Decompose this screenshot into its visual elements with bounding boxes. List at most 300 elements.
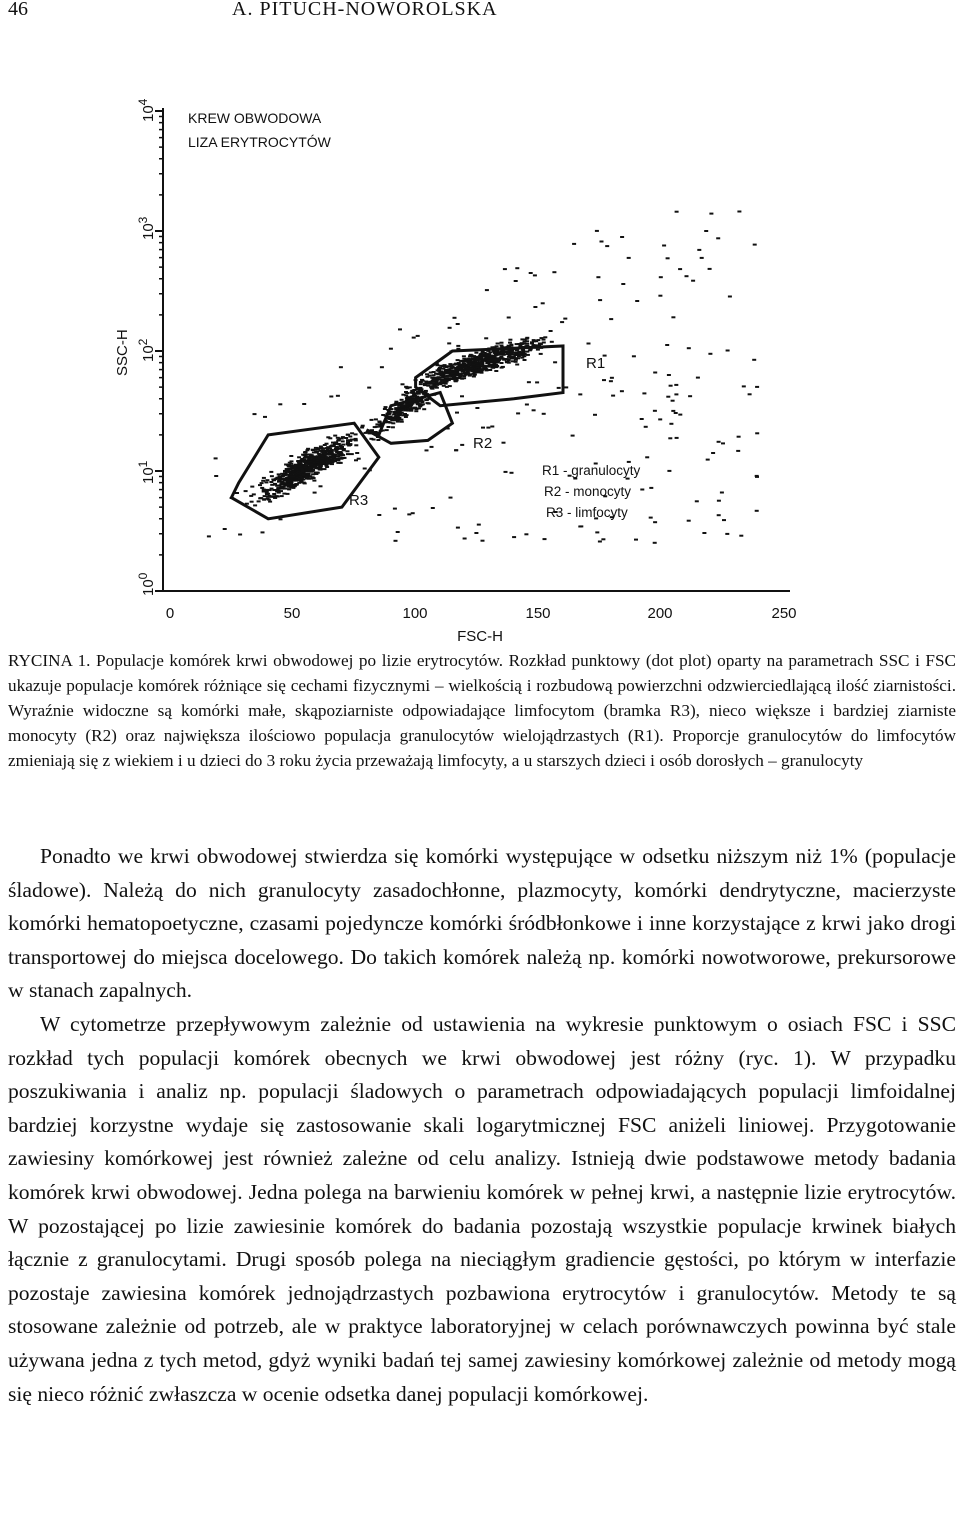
data-point [552, 271, 556, 273]
data-point [448, 378, 452, 380]
data-point [422, 408, 426, 410]
data-point [450, 367, 454, 369]
data-point [417, 393, 421, 395]
data-point [328, 437, 332, 439]
data-point [316, 459, 320, 461]
data-point [666, 257, 670, 259]
data-point [340, 438, 344, 440]
svg-text:100: $10^0$ [136, 572, 157, 596]
data-point [340, 457, 344, 459]
data-point [688, 395, 692, 397]
data-point [302, 474, 306, 476]
data-point [291, 487, 295, 489]
data-point [500, 352, 504, 354]
data-point [717, 514, 721, 516]
data-point [244, 490, 248, 492]
data-point [550, 341, 554, 343]
data-point [336, 395, 340, 397]
svg-text:103: $10^3$ [136, 216, 157, 240]
data-point [417, 407, 421, 409]
data-point [350, 453, 354, 455]
data-point [337, 462, 341, 464]
data-point [532, 340, 536, 342]
data-point [424, 390, 428, 392]
data-point [302, 403, 306, 405]
data-point [214, 475, 218, 477]
data-point [268, 501, 272, 503]
data-point [610, 377, 614, 379]
data-point [502, 442, 506, 444]
data-point [304, 451, 308, 453]
data-point [666, 396, 670, 398]
data-point [621, 283, 625, 285]
data-point [687, 347, 691, 349]
data-point [309, 461, 313, 463]
data-point [481, 540, 485, 542]
data-point [640, 489, 644, 491]
data-point [279, 486, 283, 488]
data-point [725, 533, 729, 535]
data-point [475, 371, 479, 373]
data-point [405, 387, 409, 389]
data-point [505, 361, 509, 363]
gate-label-r2: R2 [473, 435, 493, 452]
data-point [321, 463, 325, 465]
data-point [486, 362, 490, 364]
data-point [318, 468, 322, 470]
data-point [721, 442, 725, 444]
data-point [411, 512, 415, 514]
data-point [466, 372, 470, 374]
data-point [674, 412, 678, 414]
legend-r3: R3 - limfocyty [546, 505, 628, 520]
data-point [755, 510, 759, 512]
svg-text:104: $10^4$ [136, 98, 157, 122]
data-point [755, 432, 759, 434]
data-point [372, 439, 376, 441]
page-number: 46 [8, 0, 28, 20]
data-point [308, 471, 312, 473]
data-point [708, 353, 712, 355]
data-point [571, 435, 575, 437]
data-point [346, 439, 350, 441]
data-point [515, 364, 519, 366]
data-point [339, 366, 343, 368]
data-point [263, 495, 267, 497]
data-point [448, 385, 452, 387]
data-point [511, 352, 515, 354]
data-point [737, 211, 741, 213]
data-point [470, 367, 474, 369]
data-point [516, 412, 520, 414]
data-point [313, 492, 317, 494]
data-point [678, 268, 682, 270]
data-point [494, 364, 498, 366]
data-point [455, 368, 459, 370]
data-point [728, 296, 732, 298]
data-point [460, 395, 464, 397]
data-point [265, 479, 269, 481]
data-point [253, 413, 257, 415]
data-point [363, 468, 367, 470]
data-point [456, 527, 460, 529]
data-point [560, 321, 564, 323]
data-point [355, 452, 359, 454]
data-point [308, 467, 312, 469]
data-point [512, 354, 516, 356]
data-point [376, 439, 380, 441]
data-point [299, 466, 303, 468]
data-point [463, 538, 467, 540]
data-point [319, 485, 323, 487]
data-point [324, 456, 328, 458]
data-point [391, 422, 395, 424]
x-tick-label-5: 250 [771, 605, 797, 622]
data-point [330, 463, 334, 465]
data-point [401, 408, 405, 410]
data-point [512, 356, 516, 358]
data-point [557, 387, 561, 389]
caption-label: RYCINA 1. [8, 651, 91, 670]
data-point [704, 230, 708, 232]
data-point [367, 387, 371, 389]
data-point [396, 531, 400, 533]
data-point [286, 493, 290, 495]
data-point [394, 415, 398, 417]
page-header [0, 0, 960, 26]
data-point [312, 480, 316, 482]
data-point [258, 497, 262, 499]
data-point [287, 484, 291, 486]
data-point [481, 427, 485, 429]
svg-text:101: $10^1$ [136, 460, 157, 484]
data-point [600, 241, 604, 243]
data-point [325, 450, 329, 452]
data-point [674, 384, 678, 386]
data-point [329, 396, 333, 398]
data-point [462, 363, 466, 365]
data-point [702, 532, 706, 534]
data-point [419, 383, 423, 385]
data-point [443, 375, 447, 377]
data-point [414, 410, 418, 412]
data-point [539, 353, 543, 355]
data-point [543, 538, 547, 540]
data-point [260, 482, 264, 484]
data-point [456, 323, 460, 325]
data-point [257, 500, 261, 502]
data-point [642, 392, 646, 394]
data-point [416, 335, 420, 337]
data-point [523, 341, 527, 343]
data-point [523, 359, 527, 361]
data-point [411, 390, 415, 392]
data-point [370, 419, 374, 421]
data-point [508, 342, 512, 344]
data-point [717, 500, 721, 502]
data-point [262, 477, 266, 479]
data-point [706, 459, 710, 461]
data-point [304, 467, 308, 469]
x-tick-label-2: 100 [402, 605, 428, 622]
data-point [400, 399, 404, 401]
data-point [279, 490, 283, 492]
data-point [310, 456, 314, 458]
data-point [282, 473, 286, 475]
data-point [426, 385, 430, 387]
data-point [488, 369, 492, 371]
data-point [454, 449, 458, 451]
data-point [476, 360, 480, 362]
data-point [453, 374, 457, 376]
data-point [596, 276, 600, 278]
data-point [658, 295, 662, 297]
data-point [504, 471, 508, 473]
data-point [481, 351, 485, 353]
data-point [462, 355, 466, 357]
data-point [445, 366, 449, 368]
gate-label-r1: R1 [586, 355, 606, 372]
body-text [8, 840, 956, 1411]
data-point [653, 521, 657, 523]
y-tick-label-2 [136, 338, 157, 362]
data-point [344, 437, 348, 439]
data-point [543, 336, 547, 338]
data-point [564, 386, 568, 388]
gate-r2 [367, 393, 453, 444]
data-point [533, 274, 537, 276]
data-point [435, 384, 439, 386]
data-point [477, 369, 481, 371]
data-point [331, 455, 335, 457]
data-point [320, 457, 324, 459]
data-point [398, 328, 402, 330]
data-point [250, 486, 254, 488]
data-point [653, 372, 657, 374]
data-point [423, 383, 427, 385]
data-point [307, 458, 311, 460]
data-point [408, 402, 412, 404]
data-point [665, 344, 669, 346]
data-point [494, 370, 498, 372]
data-point [346, 434, 350, 436]
data-point [448, 327, 452, 329]
body-paragraph-2: W cytometrze przepływowym zależnie od ustawienia na wykresie punktowym o osiach FSC i SSC rozkład tych populacji komórek obecnych we krwi obwodowej jest różny (ryc. 1). W przypadku poszukiwania i analiz np. populacji śladowych o parametrach odpowiadających populacji limfoidalnej bardziej korzystne wydaje się zastosowanie skali logarytmicznej FSC aniżeli liniowej. Przygotowanie zawiesiny komórkowej jest również zależne od celu analizy. Istnieją dwie podstawowe metody badania komórek krwi obwodowej. Jedna polega na barwieniu komórek w pełnej krwi, a następnie lizie erytrocytów. W pozostającej po lizie zawiesinie komórek do badania pozostają wszystkie populacje krwinek białych łącznie z granulocytami. Drugi sposób polega na nieciągłym gradiencie gęstości, po którym w interfazie pozostaje zawiesina komórek jednojądrzastych pozbawiona erytrocytów i granulocytów. Metody te są stosowane zależnie od potrzeb, ale w praktyce laboratoryjnej w celach porównawczych powinna być stale używana jedna z tych metod, gdyż wyniki badań tej samej zawiesiny komórkowej zależnie od metody mogą się nieco różnić zwłaszcza w ocenie odsetka danej populacji komórkowej. [8, 1011, 956, 1406]
data-point [373, 426, 377, 428]
data-point [333, 435, 337, 437]
data-point [306, 448, 310, 450]
data-point [524, 533, 528, 535]
data-point [669, 385, 673, 387]
data-point [462, 375, 466, 377]
data-point [419, 381, 423, 383]
data-point [283, 470, 287, 472]
data-point [238, 534, 242, 536]
data-point [525, 338, 529, 340]
data-point [510, 472, 514, 474]
data-point [460, 366, 464, 368]
data-point [400, 405, 404, 407]
data-point [389, 348, 393, 350]
x-axis-label: FSC-H [457, 628, 503, 645]
data-point [420, 379, 424, 381]
data-point [494, 360, 498, 362]
data-point [280, 495, 284, 497]
data-point [293, 466, 297, 468]
data-point [374, 418, 378, 420]
data-point [346, 453, 350, 455]
data-point [460, 444, 464, 446]
data-point [490, 426, 494, 428]
data-point [649, 487, 653, 489]
svg-text:SSC-H: SSC-H [114, 329, 131, 376]
data-point [453, 378, 457, 380]
data-point [360, 427, 364, 429]
caption-text: Populacje komórek krwi obwodowej po lizie erytrocytów. Rozkład punktowy (dot plot) oparty na parametrach SSC i FSC ukazuje populacje komórek różniące się cechami fizycznymi – wielkością i rozbudową powierzchni odzwierciedlającą ilość ziarnistości. Wyraźnie widoczne są komórki małe, skąpoziarniste odpowiadające limfocytom (bramka R3), nieco większe i bardziej ziarniste monocyty (R2) oraz największa ilościowo populacja granulocytów wielojądrzastych (R1). Proporcje granulocytów do limfocytów zmieniają się z wiekiem i u dzieci do 3 roku życia przeważają limfocyty, a u starszych dzieci i osób dorosłych – granulocyty [8, 651, 957, 770]
data-point [709, 213, 713, 215]
data-point [279, 518, 283, 520]
data-point [716, 237, 720, 239]
data-point [336, 446, 340, 448]
data-point [453, 317, 457, 319]
data-point [311, 473, 315, 475]
running-head: A. PITUCH-NOWOROLSKA [232, 0, 498, 20]
data-point [671, 400, 675, 402]
data-point [627, 257, 631, 259]
data-point [481, 360, 485, 362]
data-point [671, 316, 675, 318]
data-point [263, 416, 267, 418]
data-point [605, 245, 609, 247]
data-point [635, 300, 639, 302]
data-point [484, 354, 488, 356]
data-point [319, 446, 323, 448]
data-point [482, 367, 486, 369]
data-point [595, 531, 599, 533]
data-point [691, 280, 695, 282]
data-point [400, 421, 404, 423]
data-point [354, 459, 358, 461]
data-point [361, 425, 365, 427]
data-point [407, 513, 411, 515]
data-point [739, 535, 743, 537]
data-point [696, 377, 700, 379]
data-point [329, 450, 333, 452]
data-point [501, 357, 505, 359]
data-point [667, 470, 671, 472]
data-point [405, 392, 409, 394]
data-point [305, 476, 309, 478]
data-point [396, 421, 400, 423]
data-point [461, 360, 465, 362]
data-point [385, 429, 389, 431]
data-point [285, 468, 289, 470]
data-point [755, 476, 759, 478]
data-point [341, 444, 345, 446]
data-point [300, 480, 304, 482]
legend-r1: R1 - granulocyty [542, 463, 641, 478]
data-point [533, 306, 537, 308]
data-point [485, 289, 489, 291]
data-point [331, 442, 335, 444]
data-point [662, 245, 666, 247]
data-point [278, 403, 282, 405]
data-point [475, 366, 479, 368]
data-point [334, 450, 338, 452]
data-point [448, 363, 452, 365]
data-point [304, 462, 308, 464]
data-point [720, 492, 724, 494]
data-point [678, 414, 682, 416]
data-point [542, 413, 546, 415]
x-tick-label-3: 150 [525, 605, 551, 622]
data-point [381, 414, 385, 416]
data-point [722, 519, 726, 521]
data-point [430, 387, 434, 389]
data-point [697, 249, 701, 251]
data-point [667, 374, 671, 376]
data-point [303, 457, 307, 459]
data-point [386, 421, 390, 423]
svg-text:102: $10^2$ [136, 338, 157, 362]
data-point [260, 487, 264, 489]
data-point [253, 504, 257, 506]
data-point [443, 379, 447, 381]
data-point [262, 499, 266, 501]
data-point [649, 517, 653, 519]
data-point [685, 275, 689, 277]
data-point [314, 447, 318, 449]
data-point [752, 359, 756, 361]
data-point [302, 459, 306, 461]
data-point [549, 330, 553, 332]
data-point [383, 408, 387, 410]
data-point [536, 339, 540, 341]
data-point [644, 426, 648, 428]
figure-caption [8, 648, 956, 773]
data-point [323, 468, 327, 470]
data-point [438, 367, 442, 369]
data-point [736, 450, 740, 452]
data-point [391, 426, 395, 428]
data-point [507, 317, 511, 319]
data-point [340, 446, 344, 448]
data-point [482, 365, 486, 367]
data-point [338, 454, 342, 456]
data-point [395, 408, 399, 410]
data-point [466, 360, 470, 362]
data-point [653, 410, 657, 412]
data-point [477, 524, 481, 526]
data-point [668, 437, 672, 439]
data-point [659, 276, 663, 278]
data-point [295, 483, 299, 485]
data-point [435, 380, 439, 382]
data-point [529, 272, 533, 274]
data-point [331, 444, 335, 446]
data-point [270, 475, 274, 477]
data-point [501, 366, 505, 368]
data-point [394, 540, 398, 542]
data-point [717, 441, 721, 443]
data-point [514, 280, 518, 282]
data-point [354, 444, 358, 446]
data-point [444, 370, 448, 372]
data-point [262, 491, 266, 493]
data-point [609, 380, 613, 382]
data-point [527, 381, 531, 383]
data-point [512, 536, 516, 538]
